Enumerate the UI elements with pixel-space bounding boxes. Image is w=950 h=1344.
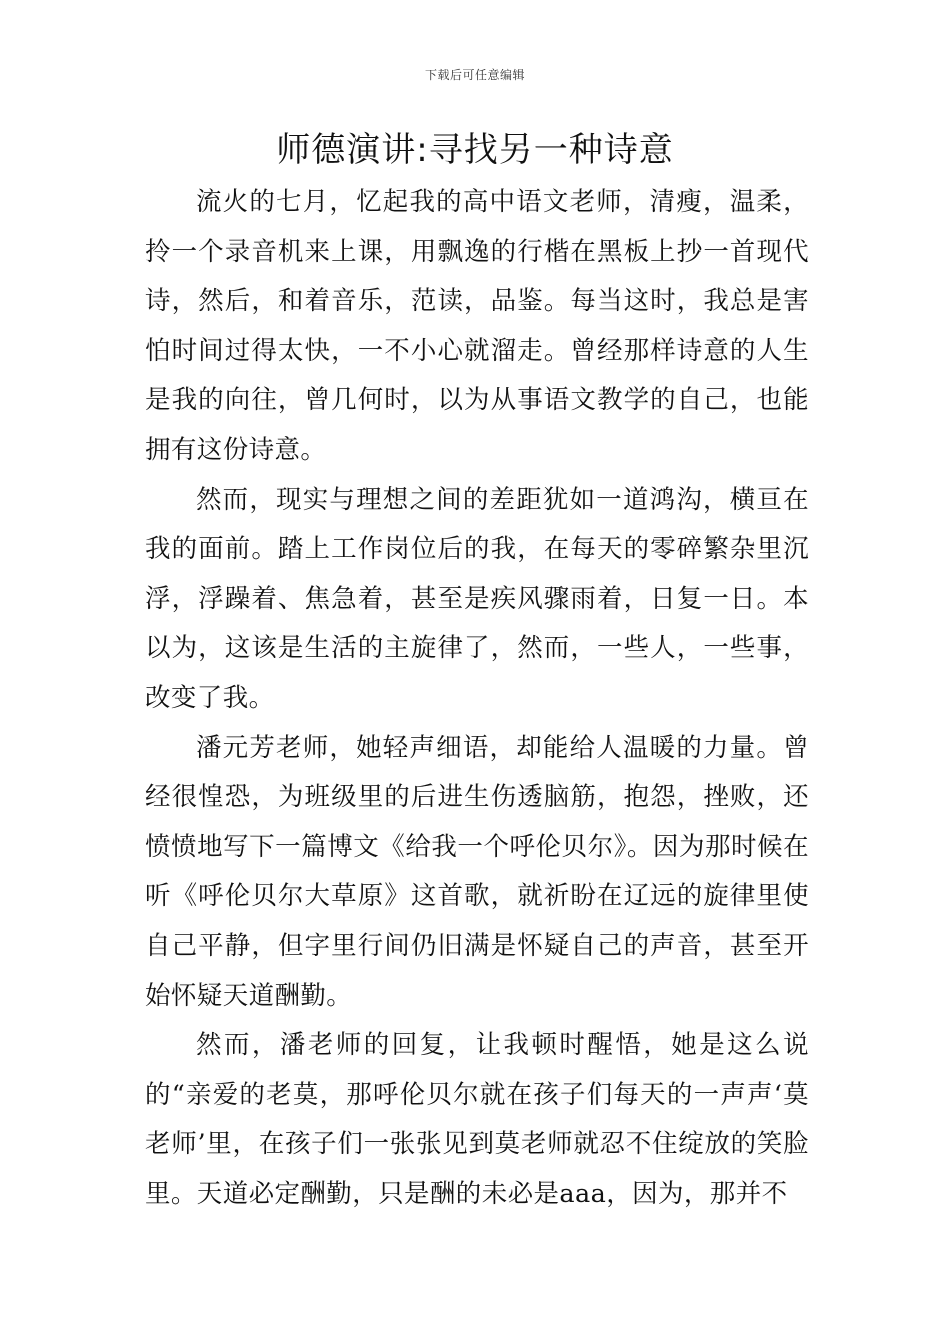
paragraph-1: 流火的七月，忆起我的高中语文老师，清瘦，温柔，拎一个录音机来上课，用飘逸的行楷在黑板上抄一首现代诗，然后，和着音乐，范读，品鉴。每当这时，我总是害怕时间过得太快，一不小心就溜走。曾经那样诗意的人生是我的向往，曾几何时，以为从事语文教学的自己，也能拥有这份诗意。 (145, 187, 809, 465)
page-title: 师德演讲:寻找另一种诗意 (276, 130, 674, 170)
body-text (145, 178, 809, 1219)
paragraph-2: 然而，现实与理想之间的差距犹如一道鸿沟，横亘在我的面前。踏上工作岗位后的我，在每天的零碎繁杂里沉浮，浮躁着、焦急着，甚至是疾风骤雨着，日复一日。本以为，这该是生活的主旋律了，然而，一些人，一些事，改变了我。 (145, 484, 809, 713)
header-note: 下载后可任意编辑 (424, 68, 525, 82)
paragraph-4: 然而，潘老师的回复，让我顿时醒悟，她是这么说的“亲爱的老莫，那呼伦贝尔就在孩子们每天的一声声‘莫老师’里，在孩子们一张张见到莫老师就忍不住绽放的笑脸里。天道必定酬勤，只是酬的未必是aaa，因为，那并不 (145, 1030, 809, 1209)
paragraph-3: 潘元芳老师，她轻声细语，却能给人温暖的力量。曾经很惶恐，为班级里的后进生伤透脑筋，抱怨，挫败，还愤愤地写下一篇博文《给我一个呼伦贝尔》。因为那时候在听《呼伦贝尔大草原》这首歌，就祈盼在辽远的旋律里使自己平静，但字里行间仍旧满是怀疑自己的声音，甚至开始怀疑天道酬勤。 (145, 732, 809, 1011)
